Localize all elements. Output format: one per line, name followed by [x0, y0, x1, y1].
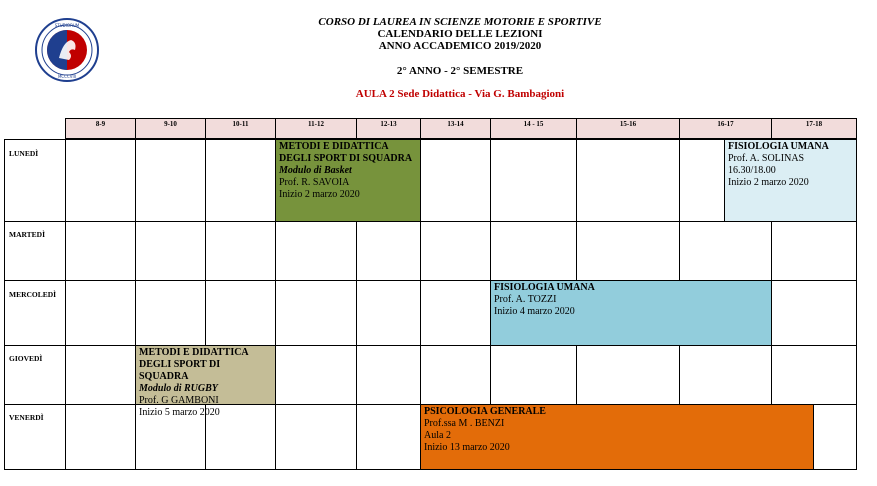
calendar-title: CALENDARIO DELLE LEZIONI: [377, 28, 543, 40]
lesson-block[interactable]: [724, 139, 857, 222]
lesson-module: Modulo di RUGBY: [139, 383, 218, 394]
time-slot-header: 10-11: [205, 118, 276, 139]
lesson-start-date: Inizio 2 marzo 2020: [279, 189, 360, 200]
lesson-block[interactable]: [275, 139, 421, 222]
lesson-block[interactable]: [420, 404, 814, 470]
svg-text:STUDIORUM: STUDIORUM: [54, 23, 80, 28]
day-label-monday: LUNEDÌ: [9, 149, 39, 158]
grid-line: [65, 139, 66, 470]
svg-text:MCCCVIII: MCCCVIII: [57, 74, 77, 79]
time-slot-header: 9-10: [135, 118, 206, 139]
time-slot-header: 13-14: [420, 118, 491, 139]
time-slot-header: 14 - 15: [490, 118, 577, 139]
lesson-block[interactable]: [135, 345, 276, 418]
academic-year: ANNO ACCADEMICO 2019/2020: [378, 40, 542, 52]
lesson-module: Modulo di Basket: [279, 165, 352, 176]
year-semester: 2° ANNO - 2° SEMESTRE: [396, 65, 524, 77]
lesson-title: PSICOLOGIA GENERALE: [424, 406, 546, 417]
lesson-professor: Prof. R. SAVOIA: [279, 177, 350, 188]
lesson-title: METODI E DIDATTICA DEGLI SPORT DI SQUADRA: [279, 141, 413, 164]
day-label-thursday: GIOVEDÌ: [9, 354, 43, 363]
time-slot-header: 16-17: [679, 118, 772, 139]
lesson-start-date: Inizio 2 marzo 2020: [728, 177, 809, 188]
day-label-tuesday: MARTEDÌ: [9, 230, 45, 239]
lesson-professor: Prof. A. TOZZI: [494, 294, 557, 305]
course-title: CORSO DI LAUREA IN SCIENZE MOTORIE E SPORTIVE: [318, 16, 602, 28]
university-seal-icon: [35, 18, 99, 82]
lesson-start-date: Inizio 13 marzo 2020: [424, 442, 510, 453]
lesson-professor: Prof. A. SOLINAS: [728, 153, 805, 164]
time-slot-header: 17-18: [771, 118, 857, 139]
lesson-start-date: Inizio 5 marzo 2020: [139, 407, 220, 418]
lesson-start-date: Inizio 4 marzo 2020: [494, 306, 575, 317]
time-slot-header: 15-16: [576, 118, 680, 139]
grid-line: [4, 139, 5, 470]
time-slot-header: 8-9: [65, 118, 136, 139]
grid-line: [205, 139, 206, 470]
time-slot-header: 11-12: [275, 118, 357, 139]
lesson-title: FISIOLOGIA UMANA: [494, 282, 595, 293]
lesson-professor: Prof.ssa M . BENZI: [424, 418, 505, 429]
time-slot-header: 12-13: [356, 118, 421, 139]
lesson-title: METODI E DIDATTICA DEGLI SPORT DI SQUADRA: [139, 347, 249, 382]
lesson-time: 16.30/18.00: [728, 165, 776, 176]
day-label-wednesday: MERCOLEDÌ: [9, 290, 57, 299]
lesson-title: FISIOLOGIA UMANA: [728, 141, 829, 152]
lesson-professor: Prof. G GAMBONI: [139, 395, 219, 406]
grid-line: [135, 139, 136, 470]
day-label-friday: VENERDÌ: [9, 413, 44, 422]
lesson-classroom: Aula 2: [424, 430, 451, 441]
classroom-location: AULA 2 Sede Didattica - Via G. Bambagioni: [355, 88, 565, 100]
lesson-block[interactable]: [490, 280, 772, 346]
